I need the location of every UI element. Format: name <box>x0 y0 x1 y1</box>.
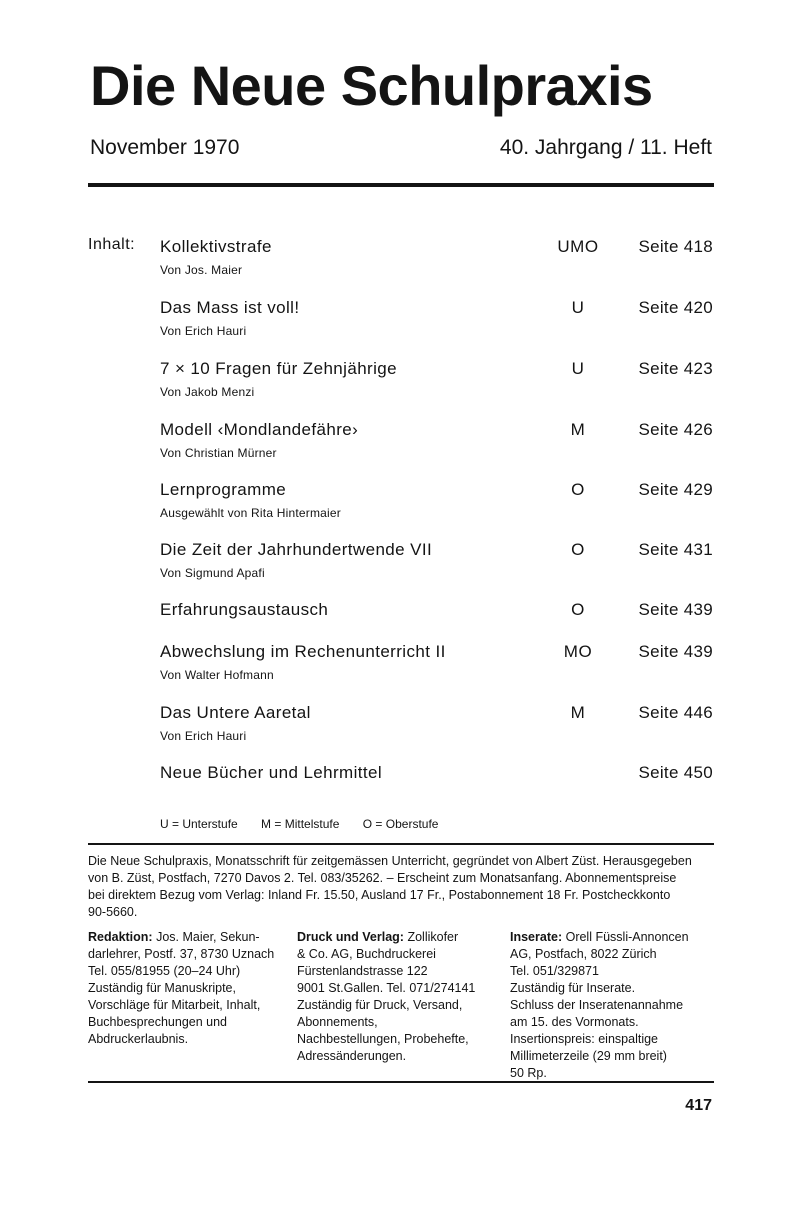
imprint-text <box>88 853 716 921</box>
toc-item <box>0 540 800 596</box>
redaktion-line: Zuständig für Manuskripte, <box>88 981 236 995</box>
redaktion-column <box>88 929 288 1048</box>
redaktion-line: Vorschläge für Mitarbeit, Inhalt, <box>88 998 261 1012</box>
legend-oberstufe: O = Oberstufe <box>362 817 439 831</box>
verlag-line: 9001 St.Gallen. Tel. 071/274141 <box>297 981 476 995</box>
imprint-bottom-rule <box>88 1081 714 1083</box>
redaktion-line: darlehrer, Postf. 37, 8730 Uznach <box>88 947 275 961</box>
toc-title: Abwechslung im Rechenunterricht II <box>160 642 446 661</box>
imprint-line: bei direktem Bezug vom Verlag: Inland Fr. 15.50, Ausland 17 Fr., Postabonnement 18 Fr. Postcheckkonto <box>88 888 671 902</box>
toc-title: Erfahrungsaustausch <box>160 600 329 619</box>
toc-title: Das Mass ist voll! <box>160 298 300 317</box>
toc-label: Inhalt: <box>88 236 136 253</box>
toc-item <box>0 237 800 293</box>
redaktion-line: Buchbesprechungen und <box>88 1015 228 1029</box>
toc-page: Seite 420 <box>638 298 713 317</box>
toc-page: Seite 446 <box>638 703 713 722</box>
inserate-line: Tel. 051/329871 <box>510 964 599 978</box>
toc-page: Seite 423 <box>638 359 713 378</box>
toc-title: Die Zeit der Jahrhundertwende VII <box>160 540 433 559</box>
toc-level: M <box>570 703 586 722</box>
issue-date: November 1970 <box>90 136 240 159</box>
toc-level: MO <box>563 642 593 661</box>
toc-item <box>0 359 800 415</box>
redaktion-line: Tel. 055/81955 (20–24 Uhr) <box>88 964 241 978</box>
toc-title: 7 × 10 Fragen für Zehnjährige <box>160 359 397 378</box>
verlag-heading: Druck und Verlag: <box>297 930 404 944</box>
redaktion-heading: Redaktion: <box>88 930 153 944</box>
toc-page: Seite 450 <box>638 763 713 782</box>
toc-author: Von Jos. Maier <box>160 263 243 277</box>
redaktion-line: Abdruckerlaubnis. <box>88 1032 189 1046</box>
toc-level: U <box>571 359 585 378</box>
toc-level: O <box>571 600 585 619</box>
toc-author: Von Walter Hofmann <box>160 668 274 682</box>
toc-level: UMO <box>557 237 599 256</box>
toc-author: Von Christian Mürner <box>160 446 277 460</box>
toc-title: Lernprogramme <box>160 480 287 499</box>
toc-item <box>0 763 800 819</box>
issue-volume: 40. Jahrgang / 11. Heft <box>499 136 712 159</box>
imprint-line: Die Neue Schulpraxis, Monatsschrift für zeitgemässen Unterricht, gegründet von Albert Züst. Herausgegeben <box>88 854 692 868</box>
legend-unterstufe: U = Unterstufe <box>160 817 238 831</box>
verlag-line: & Co. AG, Buchdruckerei <box>297 947 436 961</box>
verlag-line: Zuständig für Druck, Versand, <box>297 998 463 1012</box>
toc-page: Seite 439 <box>638 642 713 661</box>
verlag-line: Nachbestellungen, Probehefte, <box>297 1032 469 1046</box>
inserate-line: 50 Rp. <box>510 1066 547 1080</box>
imprint-line: 90-5660. <box>88 905 138 919</box>
toc-page: Seite 439 <box>638 600 713 619</box>
legend-mittelstufe: M = Mittelstufe <box>261 817 340 831</box>
toc-title: Neue Bücher und Lehrmittel <box>160 763 383 782</box>
toc-page: Seite 418 <box>638 237 713 256</box>
inserate-first-line: Orell Füssli-Annoncen <box>565 930 689 944</box>
inserate-line: am 15. des Vormonats. <box>510 1015 639 1029</box>
toc-item <box>0 703 800 759</box>
toc-author: Von Jakob Menzi <box>160 385 255 399</box>
toc-author: Ausgewählt von Rita Hintermaier <box>160 506 341 520</box>
inserate-line: AG, Postfach, 8022 Zürich <box>510 947 657 961</box>
redaktion-first-line: Jos. Maier, Sekun- <box>156 930 260 944</box>
inserate-line: Insertionspreis: einspaltige <box>510 1032 658 1046</box>
toc-page: Seite 426 <box>638 420 713 439</box>
toc-item <box>0 298 800 354</box>
page-number: 417 <box>685 1097 712 1114</box>
masthead-title: Die Neue Schulpraxis <box>90 54 653 117</box>
toc-page: Seite 429 <box>638 480 713 499</box>
toc-item <box>0 420 800 476</box>
toc-level: O <box>571 540 585 559</box>
inserate-line: Millimeterzeile (29 mm breit) <box>510 1049 667 1063</box>
verlag-column <box>297 929 502 1065</box>
toc-title: Das Untere Aaretal <box>160 703 311 722</box>
verlag-line: Adressänderungen. <box>297 1049 407 1063</box>
toc-author: Von Sigmund Apafi <box>160 566 265 580</box>
toc-level: U <box>571 298 585 317</box>
toc-title: Kollektivstrafe <box>160 237 272 256</box>
inserate-heading: Inserate: <box>510 930 563 944</box>
toc-title: Modell ‹Mondlandefähre› <box>160 420 359 439</box>
masthead-rule <box>88 183 714 187</box>
inserate-line: Schluss der Inseratenannahme <box>510 998 684 1012</box>
toc-item <box>0 642 800 698</box>
verlag-line: Abonnements, <box>297 1015 378 1029</box>
verlag-line: Fürstenlandstrasse 122 <box>297 964 428 978</box>
imprint-line: von B. Züst, Postfach, 7270 Davos 2. Tel. 083/35262. – Erscheint zum Monatsanfang. Abonnementspreise <box>88 871 677 885</box>
toc-author: Von Erich Hauri <box>160 729 247 743</box>
inserate-line: Zuständig für Inserate. <box>510 981 636 995</box>
toc-page: Seite 431 <box>638 540 713 559</box>
toc-author: Von Erich Hauri <box>160 324 247 338</box>
toc-item <box>0 480 800 536</box>
verlag-first-line: Zollikofer <box>407 930 459 944</box>
toc-level: O <box>571 480 585 499</box>
imprint-top-rule <box>88 843 714 845</box>
inserate-column <box>510 929 715 1082</box>
toc-level: M <box>570 420 586 439</box>
level-legend <box>160 817 458 831</box>
